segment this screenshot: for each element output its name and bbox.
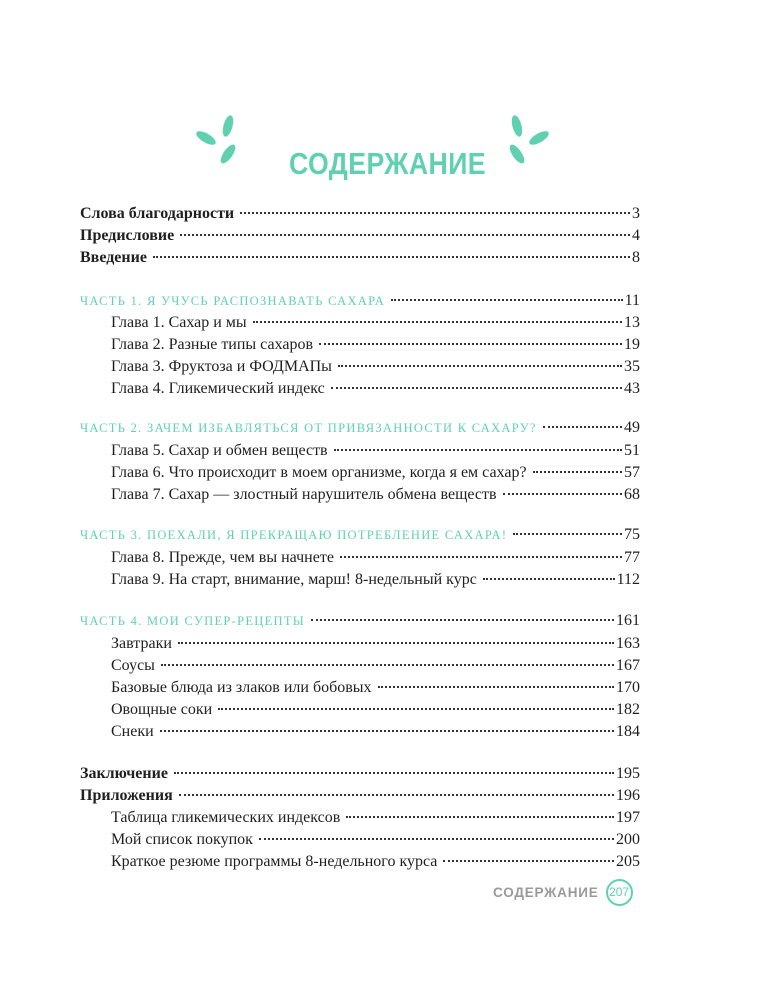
toc-entry-page: 4 [632,227,640,244]
toc-appendix-shopping-list[interactable] [80,829,640,851]
toc-part-label: ЧАСТЬ 1. Я УЧУСЬ РАСПОЗНАВАТЬ САХАРА [80,294,386,308]
toc-entry-label: Слова благодарности [80,205,235,222]
dot-leader [483,578,615,580]
toc-entry-page: 43 [624,380,640,397]
dot-leader [174,772,614,774]
toc-entry-introduction[interactable] [80,247,640,269]
toc-entry-page: 35 [624,358,640,375]
toc-part-4[interactable] [80,610,640,632]
dot-leader [311,619,614,621]
dot-leader [340,556,622,558]
dot-leader [161,664,614,666]
dot-leader [259,838,614,840]
toc-entry-label: Глава 3. Фруктоза и ФОДМАПы [111,358,332,375]
toc-entry-page: 11 [624,292,640,309]
toc-entry-page: 3 [632,205,640,222]
toc-entry-label: Базовые блюда из злаков или бобовых [111,679,372,696]
toc-entry-page: 163 [616,635,640,652]
toc-entry-page: 195 [616,765,640,782]
dot-leader [543,426,622,428]
toc-entry-page: 8 [632,249,640,266]
dot-leader [179,794,614,796]
dot-leader [503,493,622,495]
toc-entry-label: Соусы [111,657,155,674]
toc-chapter-1[interactable] [80,312,640,334]
toc-chapter-9[interactable] [80,569,640,591]
toc-entry-page: 49 [624,419,640,436]
toc-entry-page: 167 [616,657,640,674]
dot-leader [346,816,614,818]
toc-part-1[interactable] [80,290,640,312]
toc-entry-foreword[interactable] [80,225,640,247]
toc-entry-label: Глава 8. Прежде, чем вы начнете [111,549,334,566]
toc-entry-label: Завтраки [111,635,172,652]
toc-chapter-4[interactable] [80,378,640,400]
toc-entry-label: Приложения [80,787,173,804]
toc-recipes-vegetable-juices[interactable] [80,699,640,721]
dot-leader [533,471,622,473]
toc-appendix-program-summary[interactable] [80,851,640,873]
running-footer-label: СОДЕРЖАНИЕ [493,884,599,900]
toc-recipes-snacks[interactable] [80,721,640,743]
dot-leader [338,365,622,367]
dot-leader [378,686,614,688]
toc-entry-label: Глава 5. Сахар и обмен веществ [111,442,328,459]
toc-entry-acknowledgements[interactable] [80,203,640,225]
toc-entry-label: Глава 4. Гликемический индекс [111,380,325,397]
dot-leader [153,256,630,258]
dot-leader [331,387,622,389]
toc-entry-label: Овощные соки [111,701,213,718]
toc-part-label: ЧАСТЬ 3. ПОЕХАЛИ, Я ПРЕКРАЩАЮ ПОТРЕБЛЕНИЕ САХАРА! [80,528,508,542]
toc-chapter-8[interactable] [80,547,640,569]
toc-entry-page: 170 [616,679,640,696]
toc-part-label: ЧАСТЬ 4. МОИ СУПЕР-РЕЦЕПТЫ [80,614,306,628]
toc-entry-label: Глава 1. Сахар и мы [111,314,247,331]
dot-leader [180,234,630,236]
toc-entry-appendices[interactable] [80,785,640,807]
dot-leader [443,860,614,862]
toc-entry-page: 197 [616,809,640,826]
toc-entry-label: Предисловие [80,227,175,244]
dot-leader [178,642,614,644]
toc-entry-page: 184 [616,723,640,740]
toc-chapter-6[interactable] [80,462,640,484]
toc-recipes-sauces[interactable] [80,655,640,677]
toc-chapter-2[interactable] [80,334,640,356]
toc-entry-page: 13 [624,314,640,331]
toc-entry-label: Таблица гликемических индексов [111,809,341,826]
toc-chapter-7[interactable] [80,484,640,506]
toc-entry-page: 182 [616,701,640,718]
toc-recipes-base-dishes[interactable] [80,677,640,699]
page-number-badge: 207 [606,879,633,906]
toc-part-2[interactable] [80,417,640,439]
dot-leader [319,343,622,345]
dot-leader [160,730,614,732]
toc-appendix-gi-table[interactable] [80,807,640,829]
toc-chapter-3[interactable] [80,356,640,378]
toc-entry-label: Введение [80,249,147,266]
toc-entry-label: Глава 2. Разные типы сахаров [111,336,314,353]
toc-entry-page: 68 [624,486,640,503]
toc-entry-page: 112 [616,571,640,588]
toc-entry-page: 19 [624,336,640,353]
dot-leader [391,299,623,301]
toc-entry-page: 51 [624,442,640,459]
toc-entry-label: Глава 7. Сахар — злостный нарушитель обмена веществ [111,486,497,503]
toc-entry-label: Глава 6. Что происходит в моем организме, когда я ем сахар? [111,464,527,481]
toc-entry-page: 57 [624,464,640,481]
toc-entry-conclusion[interactable] [80,763,640,785]
toc-entry-label: Мой список покупок [111,831,253,848]
toc-entry-label: Заключение [80,765,168,782]
toc-entry-page: 161 [616,612,640,629]
toc-entry-page: 77 [624,549,640,566]
dot-leader [253,321,622,323]
dot-leader [240,212,630,214]
toc-chapter-5[interactable] [80,440,640,462]
page-footer [493,878,633,906]
toc-entry-page: 200 [616,831,640,848]
toc-entry-label: Краткое резюме программы 8-недельного курса [111,853,438,870]
toc-entry-label: Снеки [111,723,154,740]
toc-part-3[interactable] [80,524,640,546]
dot-leader [218,708,614,710]
toc-recipes-breakfasts[interactable] [80,633,640,655]
page-title: СОДЕРЖАНИЕ [288,146,487,181]
toc-entry-label: Глава 9. На старт, внимание, марш! 8-недельный курс [111,571,477,588]
toc-entry-page: 75 [624,526,640,543]
toc-part-label: ЧАСТЬ 2. ЗАЧЕМ ИЗБАВЛЯТЬСЯ ОТ ПРИВЯЗАННОСТИ К САХАРУ? [80,421,537,435]
toc-entry-page: 196 [616,787,640,804]
dot-leader [334,449,622,451]
dot-leader [513,533,622,535]
toc-entry-page: 205 [616,853,640,870]
